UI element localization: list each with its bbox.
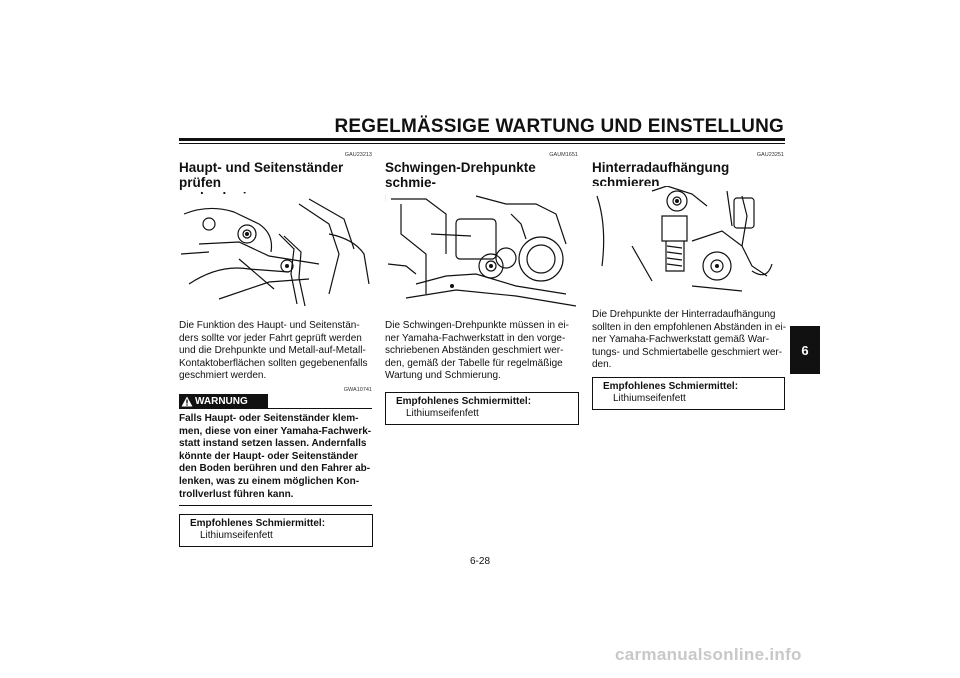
section-title-stands: Haupt- und Seitenständer prüfen und schmieren	[179, 160, 344, 205]
stands-body-text: Die Funktion des Haupt- und Seitenstän- ders sollte vor jeder Fahrt geprüft werden und die Drehpunkte und Metall-auf-Metall- Kontaktoberflächen sollten gegebenenfalls geschmiert werden.	[179, 320, 368, 382]
chapter-tab: 6	[790, 326, 820, 374]
section-code: GAUM1651	[549, 152, 578, 158]
lubricant-value: Lithiumseifenfett	[613, 393, 686, 404]
section-title-rear-suspension: Hinterradaufhängung schmieren	[592, 160, 730, 190]
warning-triangle-icon	[179, 394, 195, 409]
warning-rule-bottom	[179, 505, 372, 506]
rear-suspension-illustration	[592, 186, 785, 296]
page-title: REGELMÄSSIGE WARTUNG UND EINSTELLUNG	[334, 116, 784, 137]
lubricant-heading: Empfohlenes Schmiermittel:	[603, 381, 739, 392]
rear-suspension-body-text: Die Drehpunkte der Hinterradaufhängung sollten in den empfohlenen Abständen in ei- ner Yamaha-Fachwerkstatt gemäß War- tungs- und Schmiertabelle geschmiert wer- den.	[592, 309, 787, 371]
lubricant-box	[179, 514, 373, 547]
header-rule-thin	[179, 143, 785, 144]
lubricant-value: Lithiumseifenfett	[406, 408, 479, 419]
warning-code: GWA10741	[343, 387, 372, 393]
lubricant-box	[385, 392, 579, 425]
lubricant-heading: Empfohlenes Schmiermittel:	[396, 396, 532, 407]
lubricant-box	[592, 377, 785, 410]
warning-rule-top	[268, 408, 372, 409]
lubricant-value: Lithiumseifenfett	[200, 530, 273, 541]
watermark: carmanualsonline.info	[615, 645, 802, 664]
warning-text: Falls Haupt- oder Seitenständer klem- men, diese von einer Yamaha-Fachwerk- statt instand setzen lassen. Andernfalls könnte der Haupt- oder Seitenständer den Boden berühren und den Fahrer ab- lenken, was zu einem möglichen Kon- trollverlust führen kann.	[179, 413, 372, 500]
section-code: GAU23213	[344, 152, 372, 158]
section-title-swingarm: Schwingen-Drehpunkte schmie- ren	[385, 160, 536, 205]
section-code: GAU23251	[756, 152, 784, 158]
stand-illustration	[179, 194, 372, 308]
swingarm-illustration	[386, 194, 579, 312]
warning-badge	[179, 394, 268, 409]
lubricant-heading: Empfohlenes Schmiermittel:	[190, 518, 326, 529]
header-rule	[179, 138, 785, 141]
warning-label: WARNUNG	[195, 396, 248, 407]
page-number: 6-28	[469, 556, 490, 567]
swingarm-body-text: Die Schwingen-Drehpunkte müssen in ei- ner Yamaha-Fachwerkstatt in den vorge- schriebenen Abständen geschmiert wer- den, gemäß der Tabelle für regelmäßige Wartung und Schmierung.	[385, 320, 569, 382]
